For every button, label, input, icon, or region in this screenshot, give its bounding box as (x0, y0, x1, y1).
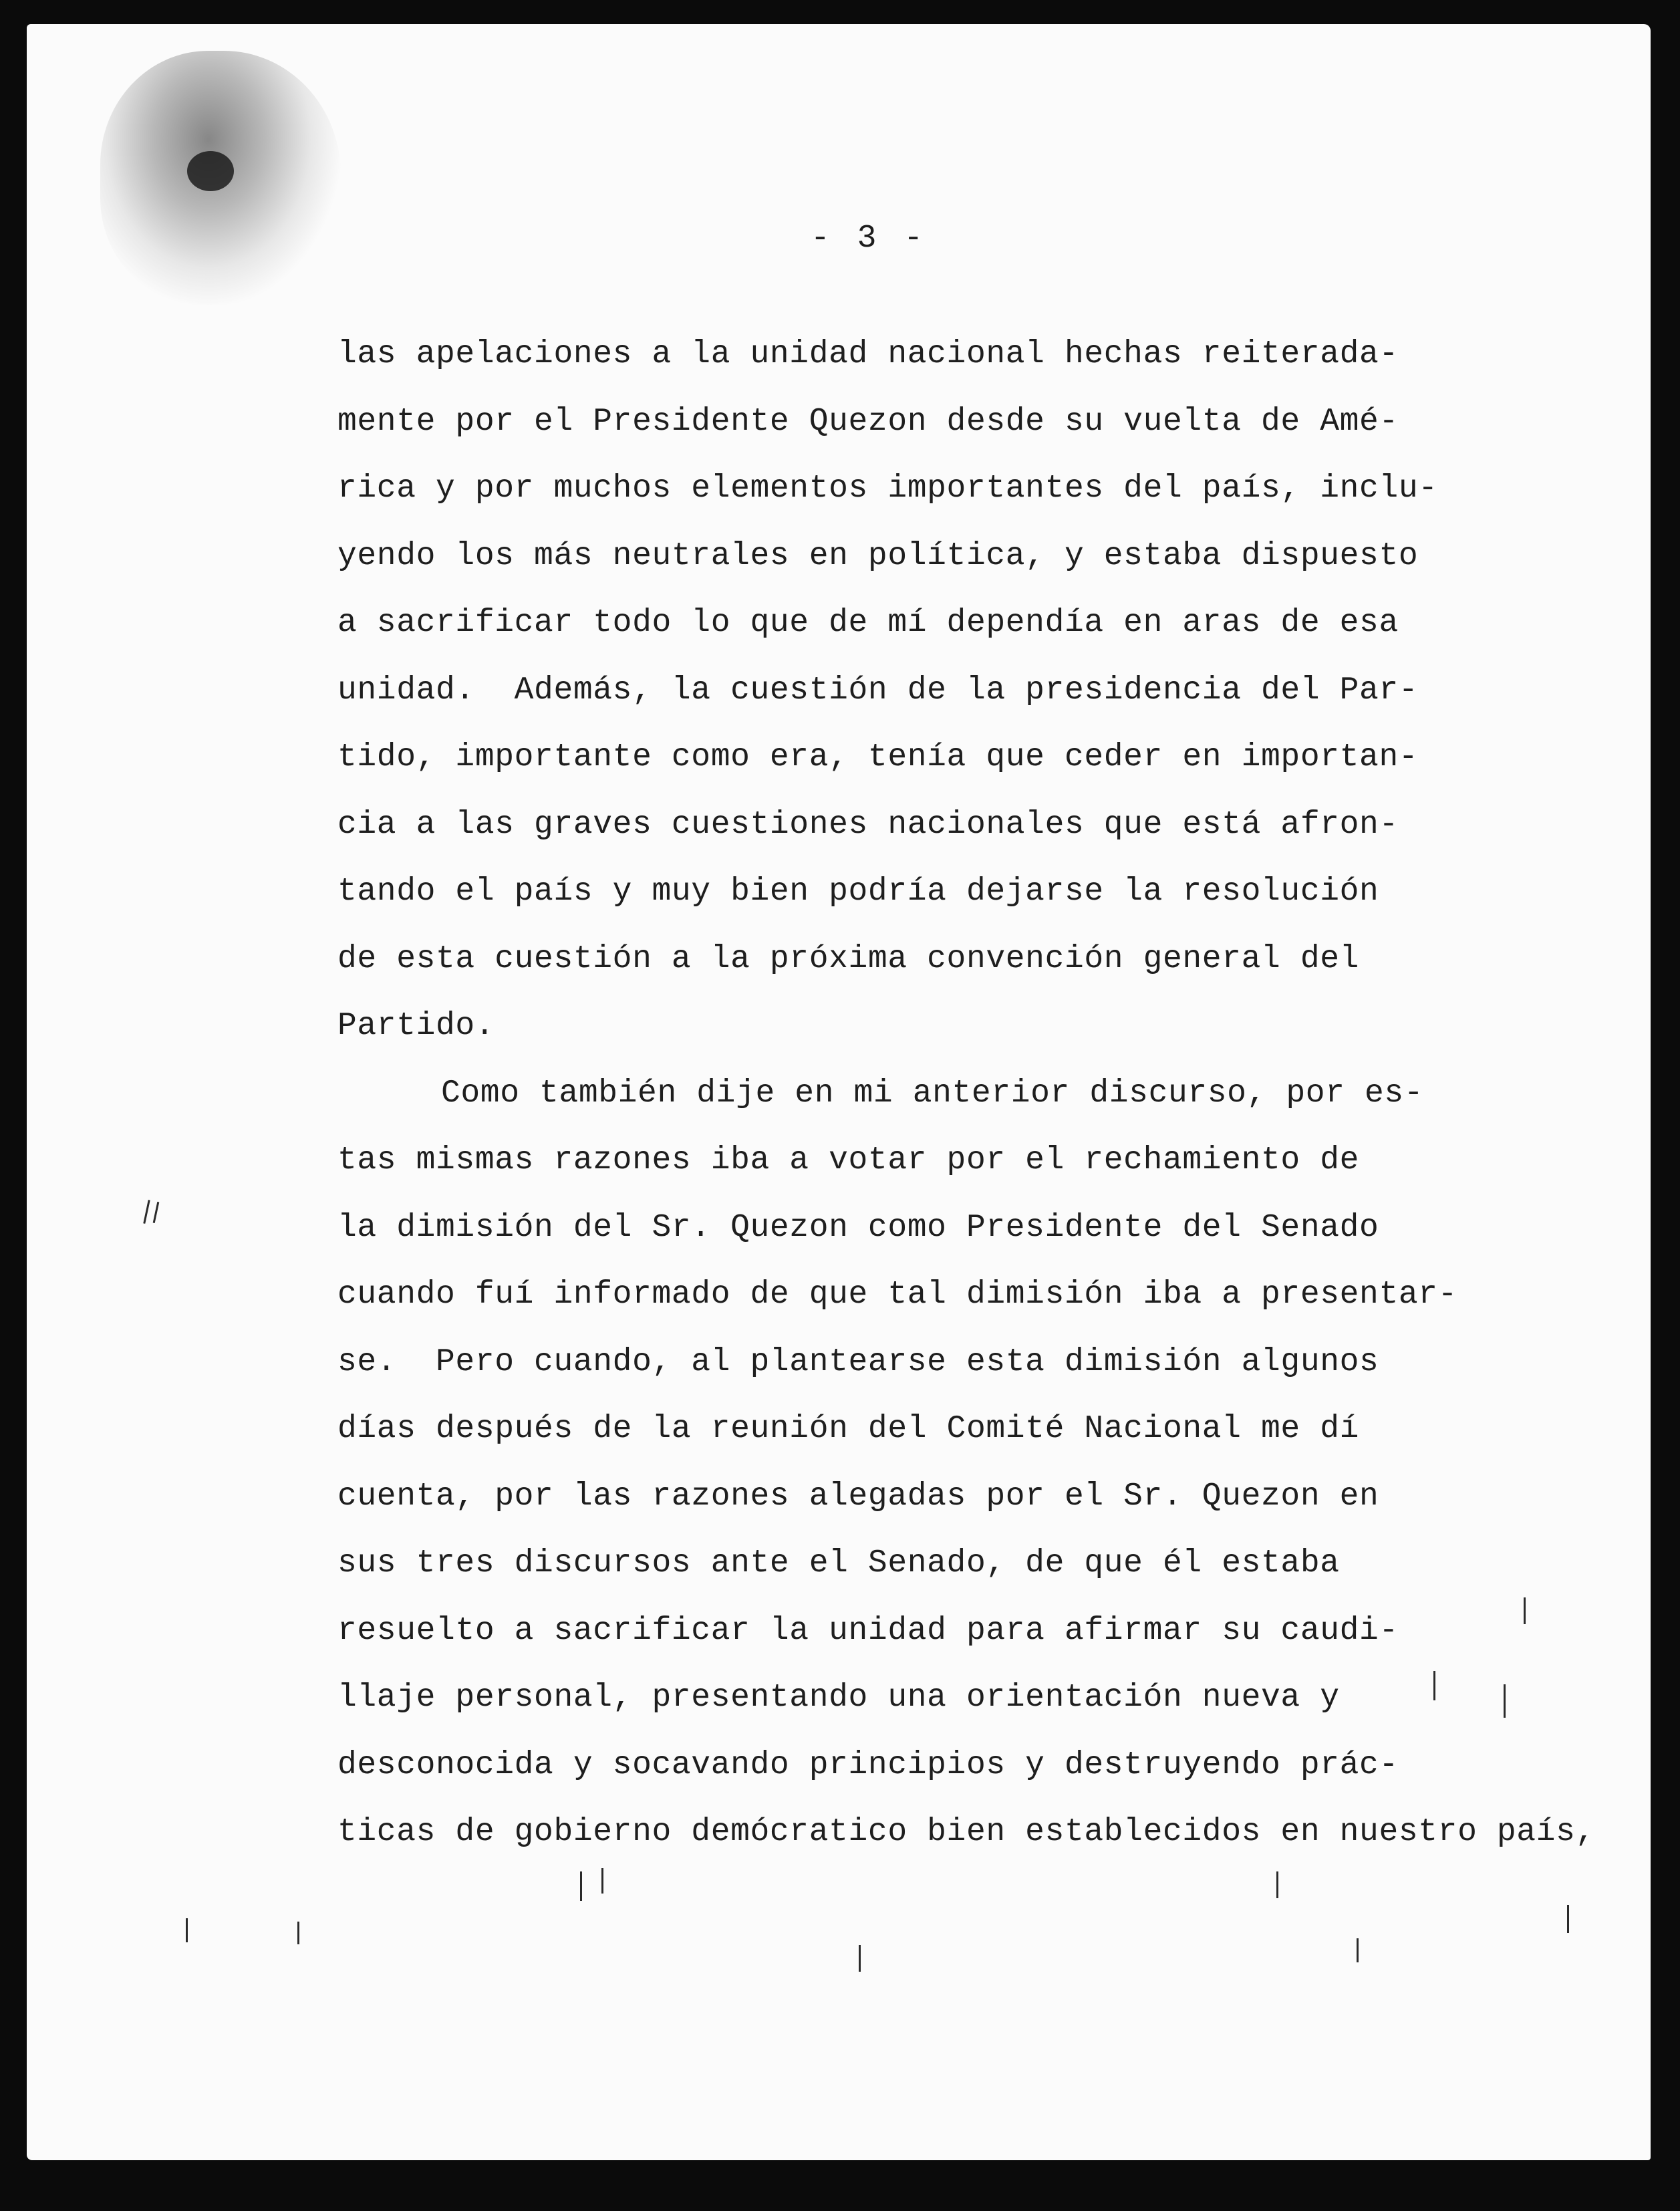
scan-mark (1433, 1671, 1435, 1700)
scan-mark (1504, 1684, 1506, 1718)
text-line: tas mismas razones iba a votar por el rechamiento de (337, 1142, 1360, 1178)
text-line: ticas de gobierno demócratico bien establecidos en nuestro país, (337, 1814, 1595, 1850)
text-line: tido, importante como era, tenía que ceder en importan- (337, 739, 1419, 775)
text-line: días después de la reunión del Comité Nacional me dí (337, 1411, 1360, 1447)
text-line: tando el país y muy bien podría dejarse la resolución (337, 874, 1379, 910)
scan-mark (859, 1945, 861, 1972)
scan-mark (1357, 1938, 1359, 1962)
text-line: llaje personal, presentando una orientación nueva y (337, 1680, 1340, 1716)
text-line: desconocida y socavando principios y destruyendo prác- (337, 1746, 1399, 1783)
document-body (337, 321, 1641, 1866)
text-line: cuenta, por las razones alegadas por el Sr. Quezon en (337, 1478, 1379, 1515)
text-line: sus tres discursos ante el Senado, de que él estaba (337, 1545, 1340, 1581)
text-line: las apelaciones a la unidad nacional hechas reiterada- (337, 336, 1399, 372)
scan-mark (186, 1918, 188, 1942)
ink-stain-core (187, 151, 234, 191)
scan-mark (580, 1871, 582, 1901)
text-line: a sacrificar todo lo que de mí dependía en aras de esa (337, 605, 1399, 641)
scan-mark (1276, 1871, 1278, 1898)
text-line: unidad. Además, la cuestión de la presidencia del Par- (337, 672, 1419, 708)
text-line: Partido. (337, 1008, 495, 1044)
text-line: de esta cuestión a la próxima convención general del (337, 940, 1360, 977)
text-line: rica y por muchos elementos importantes del país, inclu- (337, 471, 1438, 507)
text-line: yendo los más neutrales en política, y estaba dispuesto (337, 537, 1419, 574)
text-line: cuando fuí informado de que tal dimisión iba a presentar- (337, 1277, 1458, 1313)
text-line: resuelto a sacrificar la unidad para afirmar su caudi- (337, 1612, 1399, 1649)
text-line-paragraph-start: Como también dije en mi anterior discurso, por es- (441, 1075, 1424, 1112)
scan-mark (1567, 1905, 1569, 1933)
scan-mark (601, 1868, 603, 1894)
scan-mark (1524, 1597, 1526, 1624)
text-line: cia a las graves cuestiones nacionales que está afron- (337, 806, 1399, 843)
text-line: mente por el Presidente Quezon desde su vuelta de Amé- (337, 403, 1399, 440)
text-line: se. Pero cuando, al plantearse esta dimisión algunos (337, 1343, 1379, 1380)
scan-mark (297, 1922, 299, 1944)
text-line: la dimisión del Sr. Quezon como Presidente del Senado (337, 1209, 1379, 1246)
page-number: - 3 - (810, 221, 928, 257)
